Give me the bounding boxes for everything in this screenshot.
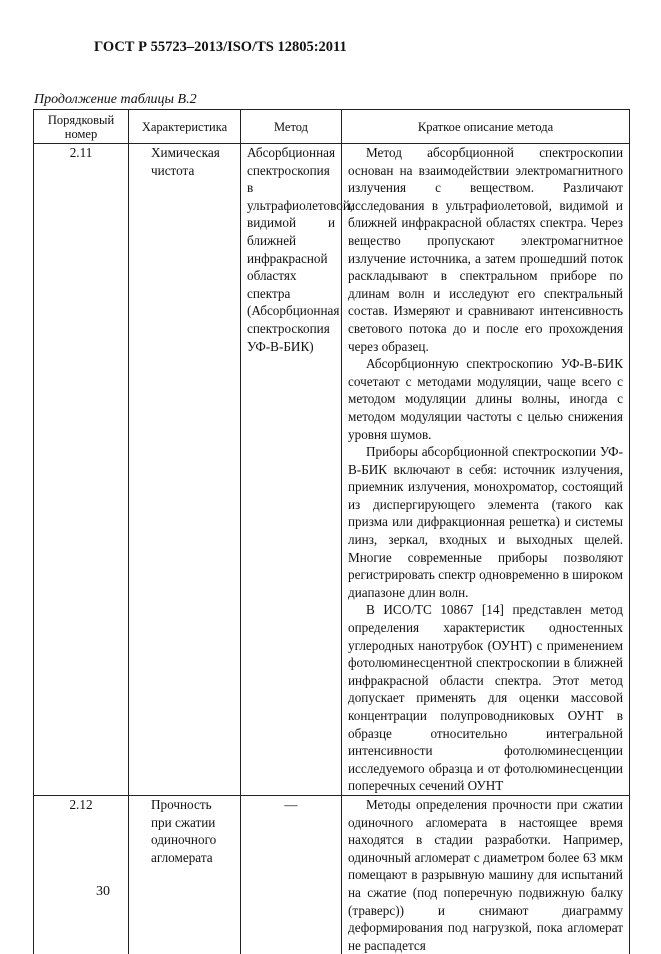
header-characteristic: Характеристика bbox=[129, 110, 241, 144]
description-paragraph: В ИСО/ТС 10867 [14] представлен метод определения характеристик одностенных углеродных нанотрубок (ОУНТ) с применением фотолюминесцентной спектроскопии в ближней инфракрасной области спектра. Этот метод допускает применять для оценки массовой концентрации полупроводниковых ОУНТ в образце относительно интегральной интенсивности фотолюминесценции исследуемого образца и от фотолюминесценции поперечных сечений ОУНТ bbox=[348, 602, 623, 794]
row-characteristic: Прочность при сжатии одиночного агломерата bbox=[129, 795, 241, 954]
description-paragraph: Методы определения прочности при сжатии одиночного агломерата в настоящее время находятся в стадии разработки. Например, одиночный агломерат с диаметром более 63 мкм помещают в разрывную машину для испытаний на сжатие (под поперечную подвижную балку (траверс)) и снимают диаграмму деформирования под нагрузкой, пока агломерат не распадется bbox=[348, 796, 623, 953]
description-paragraph: Метод абсорбционной спектроскопии основан на взаимодействии электромагнитного излучения с веществом. Различают исследования в ультрафиолетовой, видимой и ближней инфракрасной областях спектра. Через вещество пропускают электромагнитное излучение источника, а затем прошедший поток раскладывают в спектральном приборе по длинам волн и исследуют его спектральный состав. Измеряют и сравнивают интенсивность светового потока до и после его прохождения через образец. bbox=[348, 145, 623, 354]
row-characteristic: Химическая чистота bbox=[129, 144, 241, 796]
page-number: 30 bbox=[96, 884, 110, 899]
row-description bbox=[342, 795, 630, 954]
description-paragraph: Приборы абсорбционной спектроскопии УФ-В-БИК включают в себя: источник излучения, приемник излучения, монохроматор, состоящий из диспергирующего элемента (такого как призма или дифракционная решетка) и системы линз, зеркал, входных и выходных щелей. Многие современные приборы позволяют регистрировать спектр одновременно в широком диапазоне длин волн. bbox=[348, 444, 623, 600]
table-header-row bbox=[34, 110, 630, 144]
header-method: Метод bbox=[241, 110, 342, 144]
methods-table bbox=[33, 109, 630, 954]
row-description bbox=[342, 144, 630, 796]
header-number: Порядковый номер bbox=[34, 110, 129, 144]
row-method: Абсорбционная спектроскопия в ультрафиолетовой, видимой и ближней инфракрасной областях спектра (Абсорбционная спектроскопия УФ-В-БИК) bbox=[241, 144, 342, 796]
description-paragraph: Абсорбционную спектроскопию УФ-В-БИК сочетают с методами модуляции, чаще всего с методом модуляции длины волны, иногда с методом модуляции частоты с целью снижения уровня шумов. bbox=[348, 356, 623, 442]
row-number: 2.11 bbox=[34, 144, 129, 796]
header-description: Краткое описание метода bbox=[342, 110, 630, 144]
row-number: 2.12 bbox=[34, 795, 129, 954]
table-row bbox=[34, 144, 630, 796]
document-code-header: ГОСТ Р 55723–2013/ISO/TS 12805:2011 bbox=[94, 39, 347, 55]
row-method: — bbox=[241, 795, 342, 954]
table-continuation-caption: Продолжение таблицы В.2 bbox=[34, 92, 197, 107]
table-row bbox=[34, 795, 630, 954]
